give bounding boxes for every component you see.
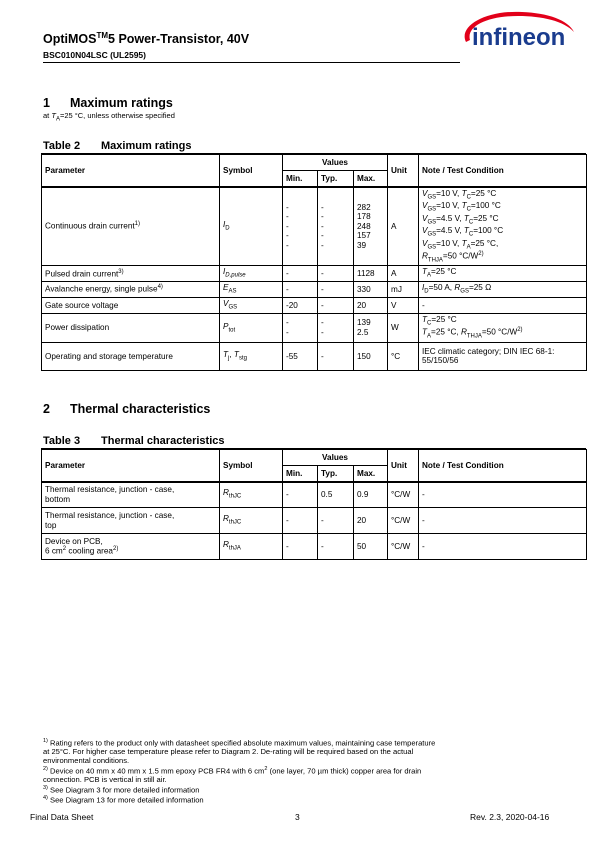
symbol-cell: $R_{thJA}$	[220, 534, 283, 560]
symbol-cell: $T_j$, $T_{stg}$	[220, 342, 283, 370]
col-min: Min.	[283, 466, 318, 482]
symbol-cell: $R_{thJC}$	[220, 508, 283, 534]
table-header-row	[42, 155, 587, 171]
table-row	[42, 297, 587, 313]
col-symbol: Symbol	[220, 450, 283, 482]
footnote-2: $^{2)}$ Device on 40 mm x 40 mm x 1.5 mm epoxy PCB FR4 with 6 $cm^2$ (one layer, 70 µm thick) copper area for drain	[43, 765, 422, 776]
col-unit: Unit	[388, 450, 419, 482]
min-cell: -	[283, 534, 318, 560]
logo-text: infineon	[472, 24, 566, 51]
symbol-cell: $V_{GS}$	[220, 297, 283, 313]
col-values: Values	[283, 155, 388, 171]
table-row	[42, 281, 587, 297]
condition-cell: $V_{GS}=10$ V, $T_C=25$ °C $V_{GS}=10$ V, $T_C=100$ °C $V_{GS}=4.5$ V, $T_C=25$ °C $V_{GS}=4.5$ V, $T_C=100$ °C $V_{GS}=10$ V, $T_A=25$ °C, $R_{THJA}=50$ $^\circ C/W^{2)}$	[419, 187, 587, 266]
footer-doc-type: Final Data Sheet	[30, 812, 94, 822]
col-note: Note / Test Condition	[419, 155, 587, 187]
param-cell: Gate source voltage	[42, 297, 220, 313]
max-cell: 0.9	[354, 482, 388, 508]
header-rule	[43, 62, 460, 63]
col-max: Max.	[354, 466, 388, 482]
thermal-characteristics-table	[41, 449, 587, 560]
col-parameter: Parameter	[42, 450, 220, 482]
symbol-cell: $E_{AS}$	[220, 281, 283, 297]
footnotes	[43, 738, 513, 806]
condition-cell: $T_C=25$ °C $T_A=25$ °C, $R_{THJA}=50$ $^\circ C/W^{2)}$	[419, 313, 587, 342]
max-cell: 139 2.5	[354, 313, 388, 342]
unit-cell: W	[388, 313, 419, 342]
min-cell: -	[283, 482, 318, 508]
condition-cell: -	[419, 297, 587, 313]
footnote-2-line-2: connection. PCB is vertical in still air.	[43, 775, 167, 785]
condition-cell: -	[419, 482, 587, 508]
footer-page-number: 3	[295, 812, 300, 822]
param-cell: Thermal resistance, junction - case, bottom	[42, 482, 220, 508]
footnote-1-line-2: at 25°C. For higher case temperature please refer to Diagram 2. De-rating will be required based on the actual	[43, 747, 414, 757]
typ-cell: 0.5	[318, 482, 354, 508]
condition-cell: $T_A=25$ °C	[419, 266, 587, 282]
typ-cell: -	[318, 534, 354, 560]
condition-cell: -	[419, 508, 587, 534]
col-unit: Unit	[388, 155, 419, 187]
col-min: Min.	[283, 171, 318, 187]
condition-cell: $I_D=50$ A, $R_{GS}=25$ Ω	[419, 281, 587, 297]
footnote-1-line-3: environmental conditions.	[43, 756, 130, 766]
section-2-heading: 2 Thermal characteristics	[43, 402, 211, 416]
unit-cell: mJ	[388, 281, 419, 297]
table-row	[42, 534, 587, 560]
typ-cell: - -	[318, 313, 354, 342]
param-cell: Power dissipation	[42, 313, 220, 342]
typ-cell: - - - - -	[318, 187, 354, 266]
table-2-caption: Table 2 Maximum ratings	[43, 140, 192, 152]
condition-cell: IEC climatic category; DIN IEC 68-1: 55/150/56	[419, 342, 587, 370]
typ-cell: -	[318, 266, 354, 282]
typ-cell: -	[318, 342, 354, 370]
max-cell: 20	[354, 297, 388, 313]
min-cell: -	[283, 508, 318, 534]
min-cell: -55	[283, 342, 318, 370]
col-typ: Typ.	[318, 171, 354, 187]
table-3-caption: Table 3 Thermal characteristics	[43, 435, 225, 447]
max-cell: 20	[354, 508, 388, 534]
footnote-3: $^{3)}$ See Diagram 3 for more detailed information	[43, 785, 200, 795]
col-max: Max.	[354, 171, 388, 187]
col-symbol: Symbol	[220, 155, 283, 187]
symbol-cell: $I_{D,pulse}$	[220, 266, 283, 282]
table-row	[42, 187, 587, 266]
condition-cell: -	[419, 534, 587, 560]
section-1-heading: 1 Maximum ratings	[43, 96, 173, 110]
symbol-cell: $R_{thJC}$	[220, 482, 283, 508]
param-cell: Pulsed drain current$^{3)}$	[42, 266, 220, 282]
maximum-ratings-table	[41, 154, 587, 371]
col-typ: Typ.	[318, 466, 354, 482]
table-header-row	[42, 450, 587, 466]
table-row	[42, 508, 587, 534]
min-cell: - - - - -	[283, 187, 318, 266]
footnote-4: $^{4)}$ See Diagram 13 for more detailed information	[43, 795, 204, 805]
param-cell: Device on PCB, 6 $cm^2$ cooling area$^{2)}$	[42, 534, 220, 560]
max-cell: 330	[354, 281, 388, 297]
max-cell: 1128	[354, 266, 388, 282]
document-title: OptiMOS™5 Power-Transistor, 40V	[43, 31, 250, 47]
param-cell: Thermal resistance, junction - case, top	[42, 508, 220, 534]
param-cell: Operating and storage temperature	[42, 342, 220, 370]
unit-cell: A	[388, 266, 419, 282]
max-cell: 150	[354, 342, 388, 370]
table-row	[42, 342, 587, 370]
footnote-1: $^{1)}$ Rating refers to the product only with datasheet specified absolute maximum values, maintaining case temperature	[43, 738, 436, 748]
unit-cell: °C/W	[388, 482, 419, 508]
unit-cell: °C/W	[388, 508, 419, 534]
footer-revision: Rev. 2.3, 2020-04-16	[470, 812, 550, 822]
min-cell: -	[283, 266, 318, 282]
min-cell: -	[283, 281, 318, 297]
param-cell: Avalanche energy, single pulse$^{4)}$	[42, 281, 220, 297]
typ-cell: -	[318, 508, 354, 534]
unit-cell: °C/W	[388, 534, 419, 560]
table-row	[42, 482, 587, 508]
col-parameter: Parameter	[42, 155, 220, 187]
param-cell: Continuous drain current$^{1)}$	[42, 187, 220, 266]
section-1-note: at $T_A=25$ °C, unless otherwise specified	[43, 111, 175, 123]
min-cell: - -	[283, 313, 318, 342]
part-number: BSC010N04LSC (UL2595)	[43, 50, 146, 60]
col-values: Values	[283, 450, 388, 466]
symbol-cell: $I_D$	[220, 187, 283, 266]
infineon-logo	[456, 8, 580, 64]
col-note: Note / Test Condition	[419, 450, 587, 482]
min-cell: -20	[283, 297, 318, 313]
typ-cell: -	[318, 297, 354, 313]
unit-cell: A	[388, 187, 419, 266]
table-row	[42, 266, 587, 282]
unit-cell: V	[388, 297, 419, 313]
table-row	[42, 313, 587, 342]
symbol-cell: $P_{tot}$	[220, 313, 283, 342]
max-cell: 282 178 248 157 39	[354, 187, 388, 266]
unit-cell: °C	[388, 342, 419, 370]
typ-cell: -	[318, 281, 354, 297]
max-cell: 50	[354, 534, 388, 560]
